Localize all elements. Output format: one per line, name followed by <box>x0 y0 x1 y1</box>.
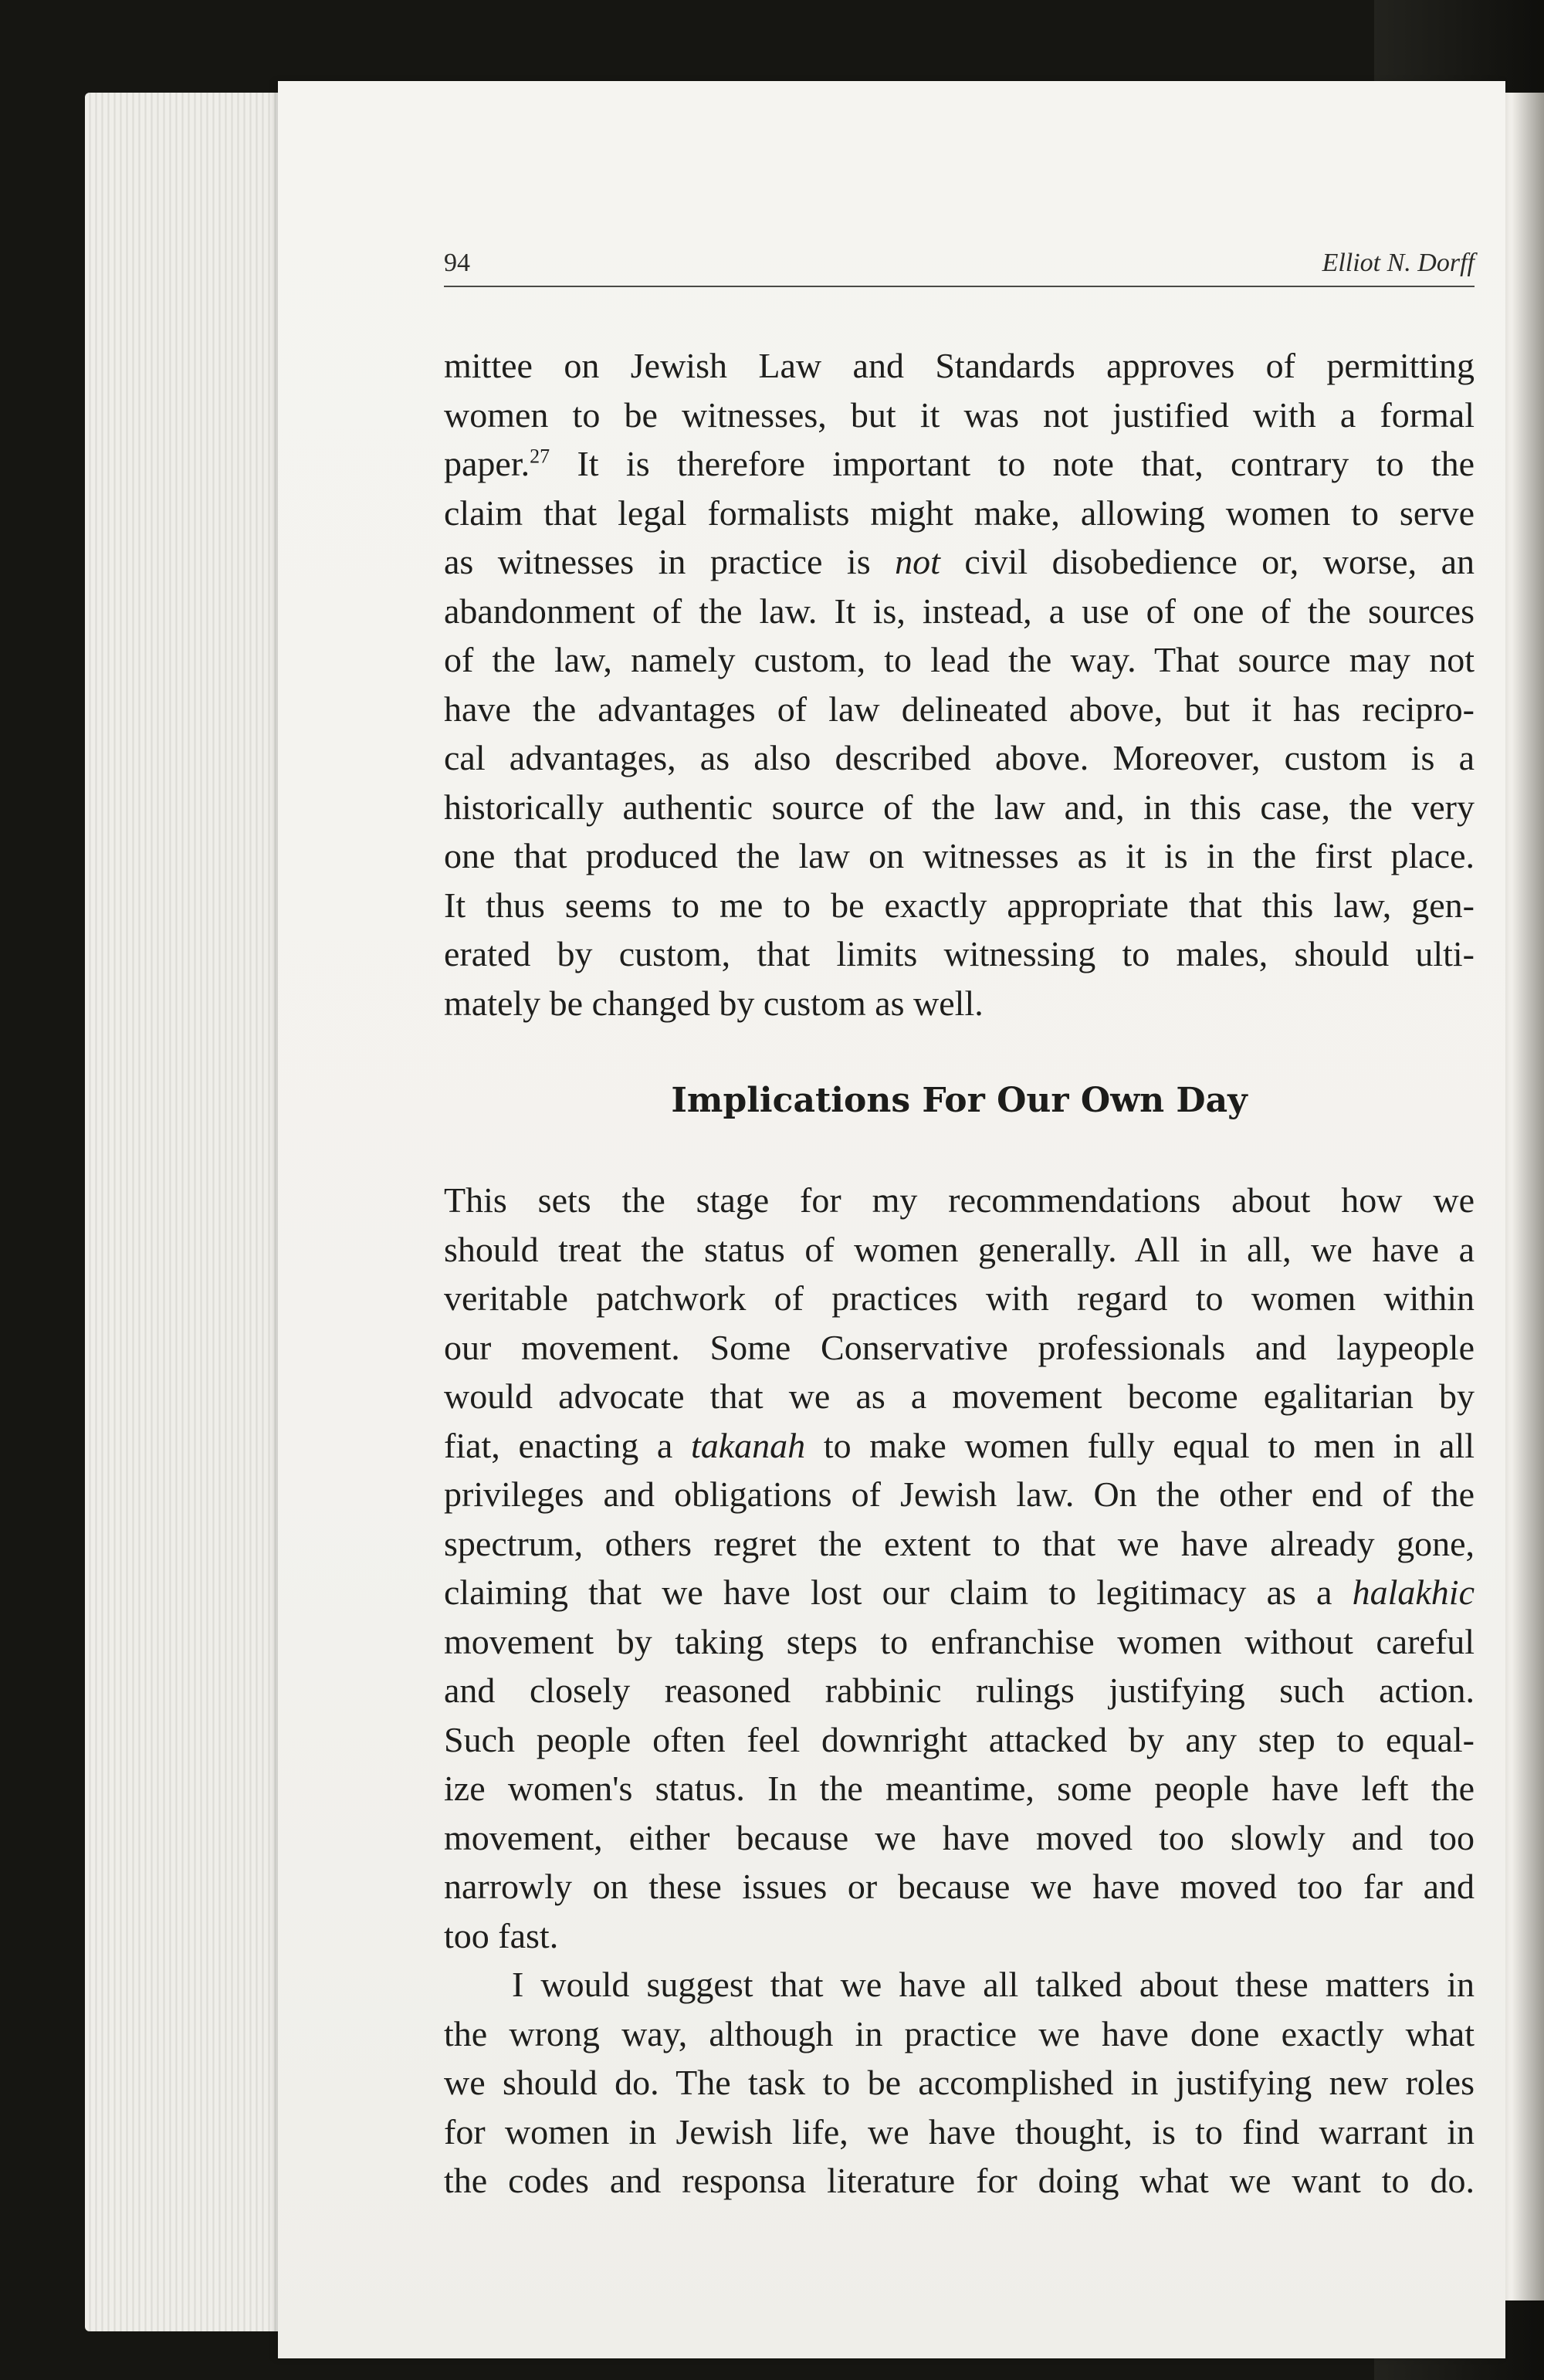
text-segment: to make women fully equal to men in all <box>805 1425 1475 1465</box>
text-line: I would suggest that we have all talked about these matters in <box>512 1965 1475 2004</box>
text-line: the codes and responsa literature for doing what we want to do. <box>444 2161 1475 2200</box>
text-line: cal advantages, as also described above. Moreover, custom is a <box>444 738 1475 777</box>
text-line: mately be changed by custom as well. <box>444 983 984 1023</box>
text-line <box>444 1421 1475 1471</box>
text-line <box>444 537 1475 587</box>
text-line: historically authentic source of the law and, in this case, the very <box>444 787 1475 827</box>
text-line: claim that legal formalists might make, allowing women to serve <box>444 493 1475 533</box>
text-line: movement by taking steps to enfranchise women without careful <box>444 1621 1475 1661</box>
text-segment: civil disobedience or, worse, an <box>940 542 1475 581</box>
page-number: 94 <box>444 249 470 277</box>
text-line: mittee on Jewish Law and Standards approves of permitting <box>444 346 1475 385</box>
text-line: have the advantages of law delineated above, but it has recipro- <box>444 689 1475 729</box>
text-line: too fast. <box>444 1915 559 1955</box>
text-line <box>444 1568 1475 1617</box>
text-line: of the law, namely custom, to lead the way. That source may not <box>444 640 1475 679</box>
text-segment: fiat, enacting a <box>444 1425 691 1465</box>
text-segment: as witnesses in practice is <box>444 542 896 581</box>
text-line: we should do. The task to be accomplished in justifying new roles <box>444 2063 1475 2102</box>
section-heading: Implications For Our Own Day <box>671 1081 1248 1120</box>
emphasis: halakhic <box>1352 1573 1475 1612</box>
text-line: the wrong way, although in practice we have done exactly what <box>444 2013 1475 2053</box>
text-line: should treat the status of women generally. All in all, we have a <box>444 1229 1475 1269</box>
text-segment: It is therefore important to note that, contrary to the <box>550 444 1475 483</box>
text-line: women to be witnesses, but it was not justified with a formal <box>444 394 1475 435</box>
text-line: spectrum, others regret the extent to that we have already gone, <box>444 1523 1475 1563</box>
text-line: our movement. Some Conservative professionals and laypeople <box>444 1327 1475 1367</box>
text-line: movement, either because we have moved too slowly and too <box>444 1817 1475 1857</box>
running-head <box>444 245 1475 287</box>
text-line <box>444 439 1475 489</box>
text-line: one that produced the law on witnesses as it is in the first place. <box>444 836 1475 875</box>
emphasis: takanah <box>690 1425 806 1465</box>
text-line: veritable patchwork of practices with regard to women within <box>444 1278 1475 1318</box>
text-line: would advocate that we as a movement become egalitarian by <box>444 1376 1475 1416</box>
text-line: for women in Jewish life, we have thought, is to find warrant in <box>444 2111 1475 2151</box>
text-line: and closely reasoned rabbinic rulings justifying such action. <box>444 1671 1475 1710</box>
text-line: erated by custom, that limits witnessing to males, should ulti- <box>444 934 1475 973</box>
paragraph-2 <box>444 1176 1475 1960</box>
footnote-marker[interactable]: 27 <box>530 445 550 468</box>
paragraph-3 <box>444 1960 1475 2206</box>
text-line: privileges and obligations of Jewish law. On the other end of the <box>444 1474 1475 1514</box>
text-line: narrowly on these issues or because we have moved too far and <box>444 1867 1475 1906</box>
text-line: It thus seems to me to be exactly appropriate that this law, gen- <box>444 885 1475 925</box>
text-segment: paper. <box>444 444 530 483</box>
text-line: This sets the stage for my recommendations about how we <box>444 1180 1475 1220</box>
paragraph-1 <box>444 341 1475 1027</box>
emphasis: not <box>895 542 940 581</box>
body-text <box>444 341 1475 2206</box>
text-segment: claiming that we have lost our claim to legitimacy as a <box>444 1573 1353 1612</box>
text-line: ize women's status. In the meantime, some people have left the <box>444 1769 1475 1808</box>
page-stack-edges <box>85 93 293 2331</box>
running-head-author: Elliot N. Dorff <box>1322 249 1475 277</box>
text-line: Such people often feel downright attacked by any step to equal- <box>444 1719 1475 1759</box>
text-line: abandonment of the law. It is, instead, a use of one of the sources <box>444 591 1475 631</box>
